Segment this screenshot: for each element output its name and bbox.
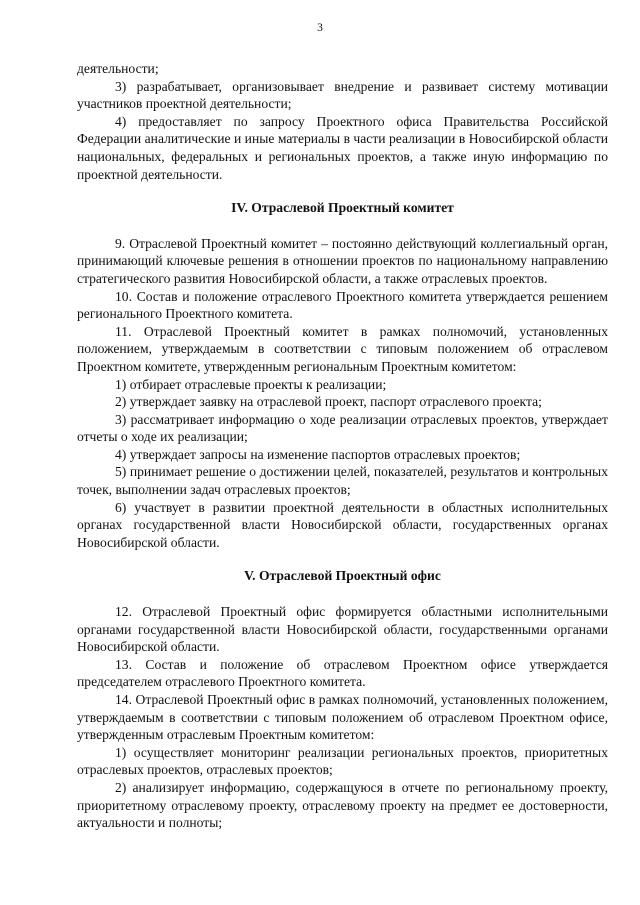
document-body xyxy=(77,60,608,832)
paragraph: 1) осуществляет мониторинг реализации региональных проектов, приоритетных отраслевых проектов, отраслевых проектов; xyxy=(77,744,608,778)
paragraph: 3) рассматривает информацию о ходе реализации отраслевых проектов, утверждает отчеты о ходе их реализации; xyxy=(77,411,608,445)
paragraph: 5) принимает решение о достижении целей, показателей, результатов и контрольных точек, выполнении задач отраслевых проектов; xyxy=(77,464,608,498)
paragraph: 4) предоставляет по запросу Проектного офиса Правительства Российской Федерации аналитические и иные материалы в части реализации в Новосибирской области национальных, федеральных и региональных проектов, а также иную информацию по проектной деятельности. xyxy=(77,113,608,182)
paragraph: 1) отбирает отраслевые проекты к реализации; xyxy=(115,376,387,392)
paragraph: 4) утверждает запросы на изменение паспортов отраслевых проектов; xyxy=(115,446,521,462)
paragraph: 11. Отраслевой Проектный комитет в рамках полномочий, установленных положением, утверждаемым в соответствии с типовым положением об отраслевом Проектном комитете, утвержденным региональным Проектным комитетом: xyxy=(77,323,608,374)
section-heading: V. Отраслевой Проектный офис xyxy=(244,568,441,584)
paragraph: 10. Состав и положение отраслевого Проектного комитета утверждается решением регионального Проектного комитета. xyxy=(77,288,608,322)
paragraph: 6) участвует в развитии проектной деятельности в областных исполнительных органах государственной власти Новосибирской области, государственных органах Новосибирской области. xyxy=(77,499,608,550)
paragraph: 2) утверждает заявку на отраслевой проект, паспорт отраслевого проекта; xyxy=(115,394,542,410)
section-heading: IV. Отраслевой Проектный комитет xyxy=(231,200,454,216)
paragraph: 2) анализирует информацию, содержащуюся в отчете по региональному проекту, приоритетному отраслевому проекту, отраслевому проекту на предмет ее достоверности, актуальности и полноты; xyxy=(77,779,608,831)
paragraph: деятельности; xyxy=(77,61,159,76)
paragraph: 13. Состав и положение об отраслевом Проектном офисе утверждается председателем отраслевого Проектного комитета. xyxy=(77,656,608,690)
paragraph: 12. Отраслевой Проектный офис формируется областными исполнительными органами государственной власти Новосибирской области, государственными органами Новосибирской области. xyxy=(77,604,608,655)
page-number: 3 xyxy=(317,22,323,34)
paragraph: 14. Отраслевой Проектный офис в рамках полномочий, установленных положением, утверждаемым в соответствии с типовым положением об отраслевом Проектном офисе, утвержденным отраслевым Проектным комитетом: xyxy=(77,692,608,743)
paragraph: 9. Отраслевой Проектный комитет – постоянно действующий коллегиальный орган, принимающий ключевые решения в отношении проектов по национальному направлению стратегического развития Новосибирской области, а также отраслевых проектов. xyxy=(77,235,608,286)
paragraph: 3) разрабатывает, организовывает внедрение и развивает систему мотивации участников проектной деятельности; xyxy=(77,78,608,112)
